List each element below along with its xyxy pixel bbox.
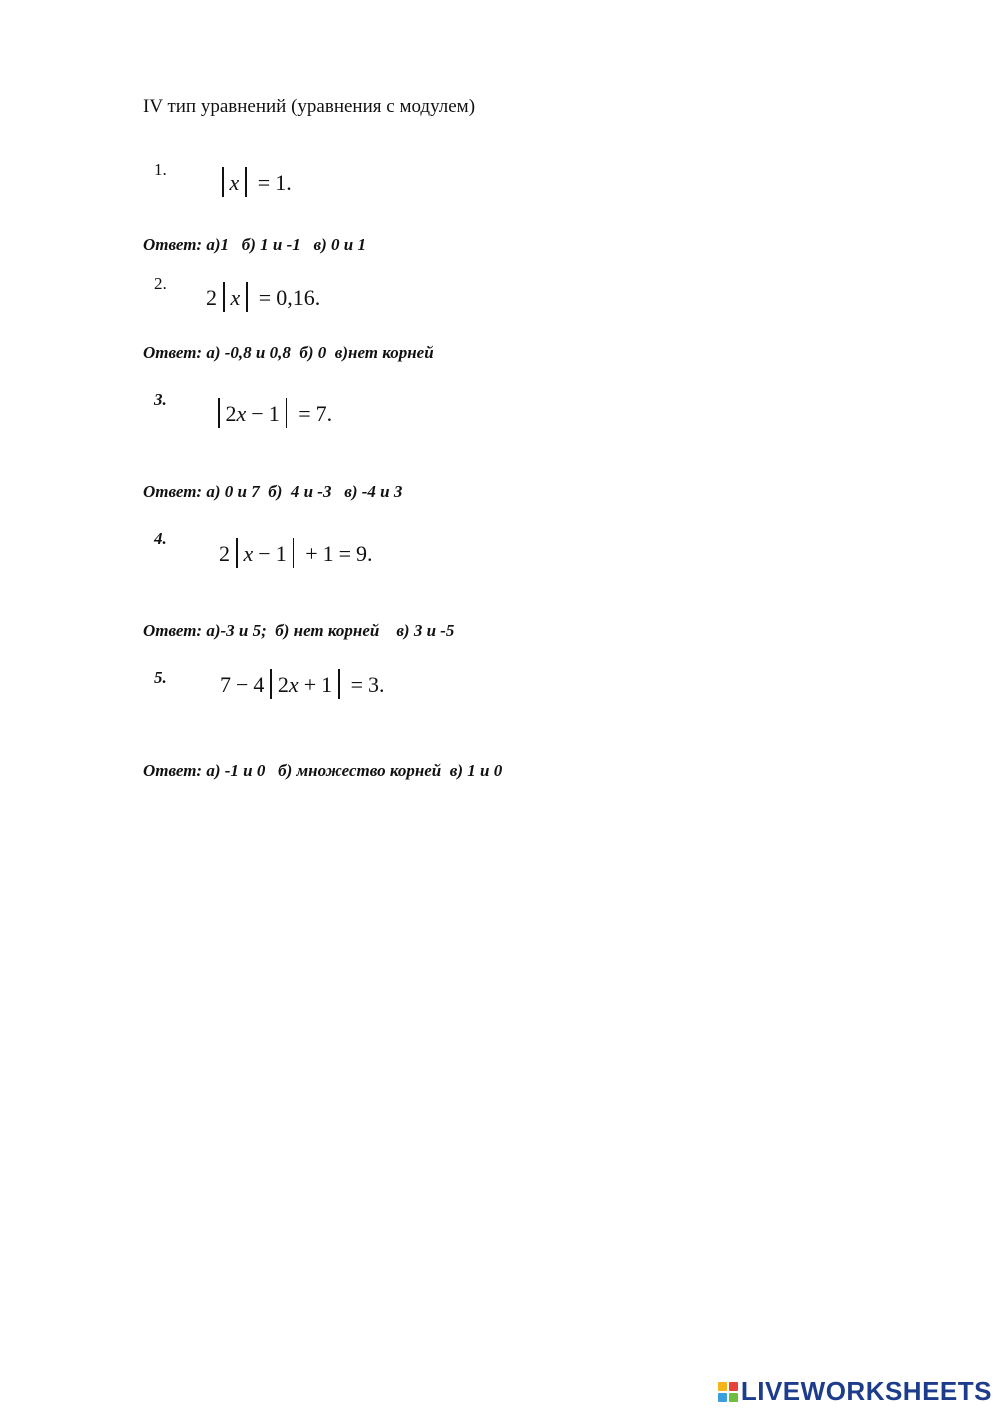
problem-number-5: 5. — [154, 668, 167, 687]
equation-3: 2x − 1 = 7. — [212, 398, 332, 428]
equation-rhs: 1 — [275, 170, 287, 195]
equation-4: 2 x − 1 + 1 = 9. — [219, 538, 373, 568]
variable-x: x — [236, 401, 247, 426]
equation-1: x = 1. — [216, 167, 292, 197]
equation-constant: 1 — [268, 401, 280, 426]
variable-x: x — [230, 285, 241, 310]
equation-5: 7 − 4 2x + 1 = 3. — [220, 669, 385, 699]
logo-square-2 — [729, 1382, 738, 1391]
equation-lead: 7 — [220, 672, 231, 697]
equation-rhs: 9 — [356, 541, 368, 566]
equation-addend: 1 — [322, 541, 334, 566]
equation-coefficient: 2 — [225, 401, 237, 426]
equation-coefficient: 4 — [253, 672, 265, 697]
problem-number-2: 2. — [154, 274, 167, 293]
abs-bar-right — [246, 282, 248, 312]
answer-4: Ответ: а)-3 и 5; б) нет корней в) 3 и -5 — [143, 621, 455, 640]
equation-constant: 1 — [321, 672, 333, 697]
equation-coefficient: 2 — [206, 285, 217, 310]
equation-rhs: 0,16 — [276, 285, 315, 310]
logo-square-3 — [718, 1393, 727, 1402]
variable-x: x — [229, 170, 240, 195]
equation-rhs: 7 — [315, 401, 327, 426]
equation-rhs: 3 — [368, 672, 380, 697]
equation-constant: 1 — [275, 541, 287, 566]
logo-square-4 — [729, 1393, 738, 1402]
problem-number-1: 1. — [154, 160, 167, 179]
equation-coefficient: 2 — [219, 541, 230, 566]
worksheet-title: IV тип уравнений (уравнения с модулем) — [143, 96, 476, 117]
abs-bar-left — [218, 398, 220, 428]
abs-bar-right — [245, 167, 247, 197]
logo-square-1 — [718, 1382, 727, 1391]
answer-1: Ответ: а)1 б) 1 и -1 в) 0 и 1 — [143, 235, 366, 254]
answer-5: Ответ: а) -1 и 0 б) множество корней в) 1 и 0 — [143, 761, 503, 780]
problem-number-4: 4. — [154, 529, 167, 548]
variable-x: x — [288, 672, 299, 697]
abs-bar-right — [286, 398, 288, 428]
logo-text: LIVEWORKSHEETS — [740, 1376, 992, 1406]
abs-bar-left — [223, 282, 225, 312]
abs-bar-left — [222, 167, 224, 197]
equation-inner-coefficient: 2 — [277, 672, 289, 697]
variable-x: x — [243, 541, 254, 566]
logo-mark-icon — [718, 1382, 738, 1402]
equation-2: 2 x = 0,16. — [206, 282, 320, 312]
answer-2: Ответ: а) -0,8 и 0,8 б) 0 в)нет корней — [143, 343, 434, 362]
abs-bar-right — [293, 538, 295, 568]
answer-3: Ответ: а) 0 и 7 б) 4 и -3 в) -4 и 3 — [143, 482, 403, 501]
abs-bar-left — [270, 669, 272, 699]
problem-number-3: 3. — [154, 390, 167, 409]
abs-bar-left — [236, 538, 238, 568]
liveworksheets-logo — [718, 1376, 992, 1407]
abs-bar-right — [338, 669, 340, 699]
